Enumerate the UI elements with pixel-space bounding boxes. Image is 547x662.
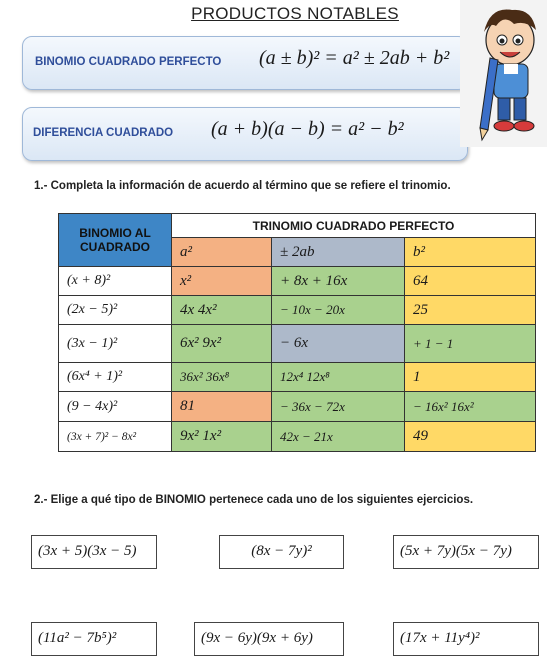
b2-cell: 25 <box>405 296 536 325</box>
a2-cell: 36x² 36x⁸ <box>172 363 272 392</box>
table-row <box>59 267 536 296</box>
exercise-box: (9x − 6y)(9x + 6y) <box>194 622 344 656</box>
a2-cell: 81 <box>172 392 272 422</box>
formula-box-label: BINOMIO CUADRADO PERFECTO <box>35 56 222 68</box>
exercise-box: (17x + 11y⁴)² <box>393 622 539 656</box>
binomial-cell: (6x⁴ + 1)² <box>59 363 172 392</box>
binomial-cell: (3x + 7)² − 8x² <box>59 422 172 452</box>
ab2-cell: − 10x − 20x <box>272 296 405 325</box>
b2-cell: − 16x² 16x² <box>405 392 536 422</box>
corner-header: BINOMIO AL CUADRADO <box>59 214 172 267</box>
col-header-a2: a² <box>172 238 272 267</box>
binomial-cell: (9 − 4x)² <box>59 392 172 422</box>
binomial-cell: (x + 8)² <box>59 267 172 296</box>
b2-cell: + 1 − 1 <box>405 325 536 363</box>
formula-text: (a ± b)² = a² ± 2ab + b² <box>259 47 450 69</box>
a2-cell: 6x² 9x² <box>172 325 272 363</box>
exercise-box: (3x + 5)(3x − 5) <box>31 535 157 569</box>
formula-text: (a + b)(a − b) = a² − b² <box>211 118 404 140</box>
table-row <box>59 363 536 392</box>
group-header: TRINOMIO CUADRADO PERFECTO <box>172 214 536 238</box>
col-header-2ab: ± 2ab <box>272 238 405 267</box>
formula-box-binomio <box>22 36 468 90</box>
exercise-box: (8x − 7y)² <box>219 535 344 569</box>
ab2-cell: 12x⁴ 12x⁸ <box>272 363 405 392</box>
table-row <box>59 296 536 325</box>
table-row <box>59 392 536 422</box>
question-1-text: 1.- Completa la información de acuerdo al término que se refiere el trinomio. <box>34 180 451 192</box>
b2-cell: 49 <box>405 422 536 452</box>
binomial-cell: (3x − 1)² <box>59 325 172 363</box>
formula-box-label: DIFERENCIA CUADRADO <box>33 127 174 139</box>
b2-cell: 64 <box>405 267 536 296</box>
trinomio-table <box>58 213 536 452</box>
ab2-cell: + 8x + 16x <box>272 267 405 296</box>
exercise-box: (5x + 7y)(5x − 7y) <box>393 535 539 569</box>
a2-cell: 4x 4x² <box>172 296 272 325</box>
exercise-box: (11a² − 7b⁵)² <box>31 622 157 656</box>
ab2-cell: 42x − 21x <box>272 422 405 452</box>
ab2-cell: − 36x − 72x <box>272 392 405 422</box>
table-row <box>59 325 536 363</box>
formula-box-diferencia <box>22 107 468 161</box>
page-title: PRODUCTOS NOTABLES <box>191 4 399 23</box>
ab2-cell: − 6x <box>272 325 405 363</box>
question-2-text: 2.- Elige a qué tipo de BINOMIO pertenece cada uno de los siguientes ejercicios. <box>34 494 474 506</box>
boy-with-pencil-illustration <box>460 0 547 147</box>
b2-cell: 1 <box>405 363 536 392</box>
table-row <box>59 422 536 452</box>
binomial-cell: (2x − 5)² <box>59 296 172 325</box>
a2-cell: x² <box>172 267 272 296</box>
col-header-b2: b² <box>405 238 536 267</box>
a2-cell: 9x² 1x² <box>172 422 272 452</box>
